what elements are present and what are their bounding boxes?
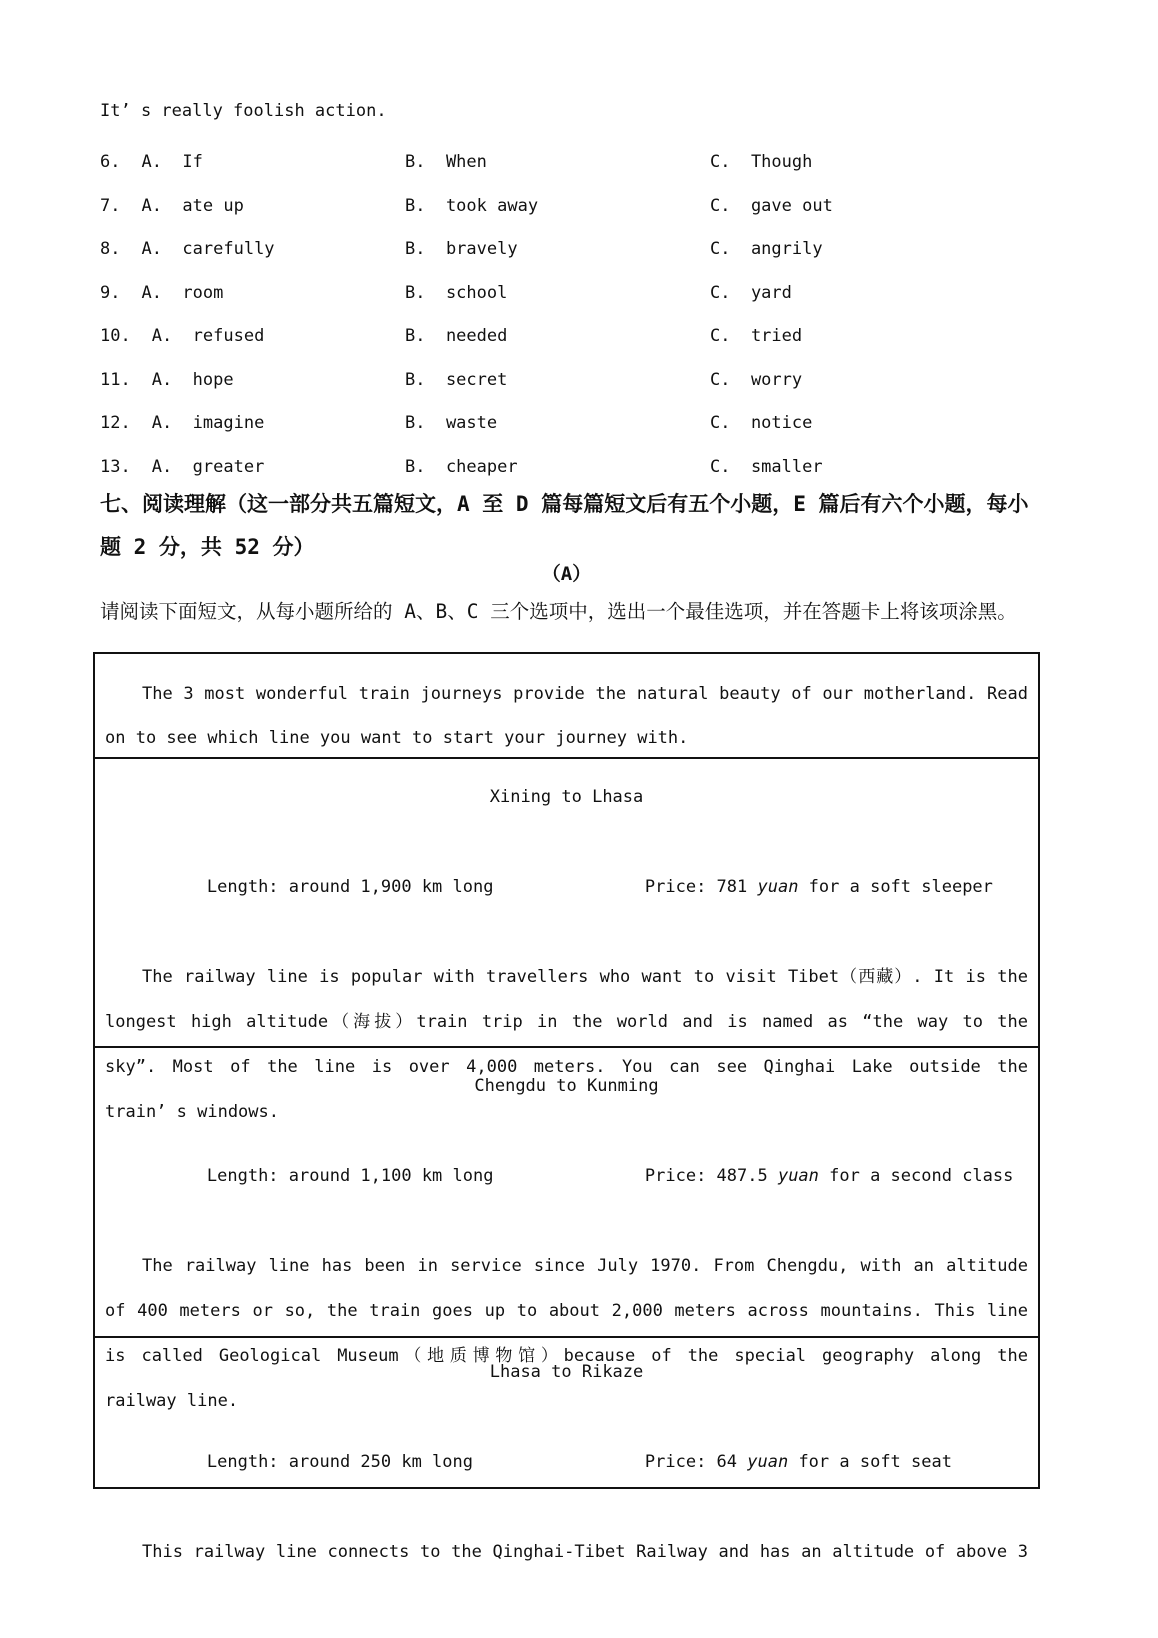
question-row-12 [100,402,1060,446]
option-c: C. angrily [710,239,823,259]
intro-line: on to see which line you want to start your journey with. [105,728,689,748]
question-number: 7. [100,195,121,216]
body-line: The railway line is popular with travellers who want to visit Tibet（西藏）. It is the [142,967,1028,987]
question-number: 12. [100,413,131,433]
reading-passage-box [93,652,1040,1562]
question-row-9 [100,272,1060,316]
body-line: railway line. [105,1391,239,1411]
price-suffix: for a soft seat [788,1452,952,1472]
option-c: C. tried [710,326,803,346]
price-suffix: for a second class [818,1166,1014,1186]
option-a [100,359,405,403]
currency-yuan: yuan [747,1452,789,1472]
passage-instructions: 请阅读下面短文，从每小题所给的 A、B、C 三个选项中，选出一个最佳选项，并在答题卡上将该项涂黑。 [100,600,1017,623]
option-a-text: A. hope [151,369,234,390]
option-b: B. school [405,282,508,303]
option-a-text: A. refused [151,326,265,346]
option-a-text: A. carefully [141,239,275,259]
currency-yuan: yuan [757,877,799,897]
question-row-7 [100,185,1060,229]
price-prefix: Price: 487.5 [644,1166,778,1186]
option-a [100,141,405,185]
option-c: C. worry [710,369,803,390]
question-row-8 [100,228,1060,272]
option-a-text: A. If [141,152,203,172]
question-number: 9. [100,282,121,303]
section-title: Lhasa to Rikaze [489,1362,644,1382]
section-title: Chengdu to Kunming [474,1076,659,1096]
option-b: B. cheaper [405,456,518,477]
option-a [100,228,405,272]
question-number: 6. [100,152,121,172]
length-value: Length: around 1,900 km long [206,877,494,897]
option-b: B. secret [405,369,508,390]
price-value [645,1452,952,1472]
body-line: of 400 meters or so, the train goes up to about 2,000 meters across mountains. This line [105,1301,1028,1321]
body-line: train’ s windows. [105,1102,279,1122]
option-b: B. took away [405,195,539,216]
option-a-text: A. room [141,282,224,303]
question-row-10 [100,315,1060,359]
section-seven-header: 七、阅读理解（这一部分共五篇短文，A 至 D 篇每篇短文后有五个小题，E 篇后有六个小题，每小题 2 分，共 52 分） [100,492,1029,559]
price-suffix: for a soft sleeper [798,877,993,897]
question-number: 8. [100,239,121,259]
option-a [100,185,405,229]
question-row-6 [100,141,1060,185]
option-b: B. needed [405,326,508,346]
price-prefix: Price: 64 [644,1452,748,1472]
body-line: This railway line connects to the Qinghai-Tibet Railway and has an altitude of above 3 [142,1542,1028,1562]
currency-yuan: yuan [777,1166,819,1186]
body-line: The railway line has been in service since July 1970. From Chengdu, with an altitude [142,1256,1028,1276]
option-c: C. yard [710,282,792,303]
body-line: longest high altitude（海拔）train trip in the world and is named as “the way to the [105,1012,1028,1032]
price-value [645,1166,1013,1186]
section-title: Xining to Lhasa [489,787,644,807]
length-price-line [125,1395,1028,1530]
body-line: sky”. Most of the line is over 4,000 meters. You can see Qinghai Lake outside the [105,1057,1028,1077]
option-c: C. Though [710,152,813,172]
intro-line: The 3 most wonderful train journeys provide the natural beauty of our motherland. Read [142,684,1028,704]
question-number: 11. [100,369,131,390]
option-a-text: A. greater [151,456,265,477]
option-a-text: A. ate up [141,195,244,216]
lead-sentence: It’ s really foolish action. [100,101,387,121]
price-prefix: Price: 781 [644,877,758,897]
question-number: 10. [100,326,131,346]
option-a-text: A. imagine [151,413,265,433]
option-b: B. waste [405,413,498,433]
cloze-options-list [100,141,1060,489]
length-value: Length: around 250 km long [206,1452,473,1472]
length-price-line [125,820,1028,955]
option-c: C. smaller [710,456,823,477]
option-a [100,315,405,359]
passage-a-label: （A） [541,563,592,585]
option-c: C. notice [710,413,813,433]
passage-intro-cell [95,654,1038,757]
body-line: is called Geological Museum（地质博物馆）because of the special geography along the [105,1346,1028,1366]
price-value [645,877,993,897]
option-a [100,402,405,446]
question-number: 13. [100,456,131,477]
question-row-11 [100,359,1060,403]
option-a [100,272,405,316]
option-b: B. bravely [405,239,518,259]
option-c: C. gave out [710,195,833,216]
length-value: Length: around 1,100 km long [206,1166,494,1186]
option-b: B. When [405,152,487,172]
